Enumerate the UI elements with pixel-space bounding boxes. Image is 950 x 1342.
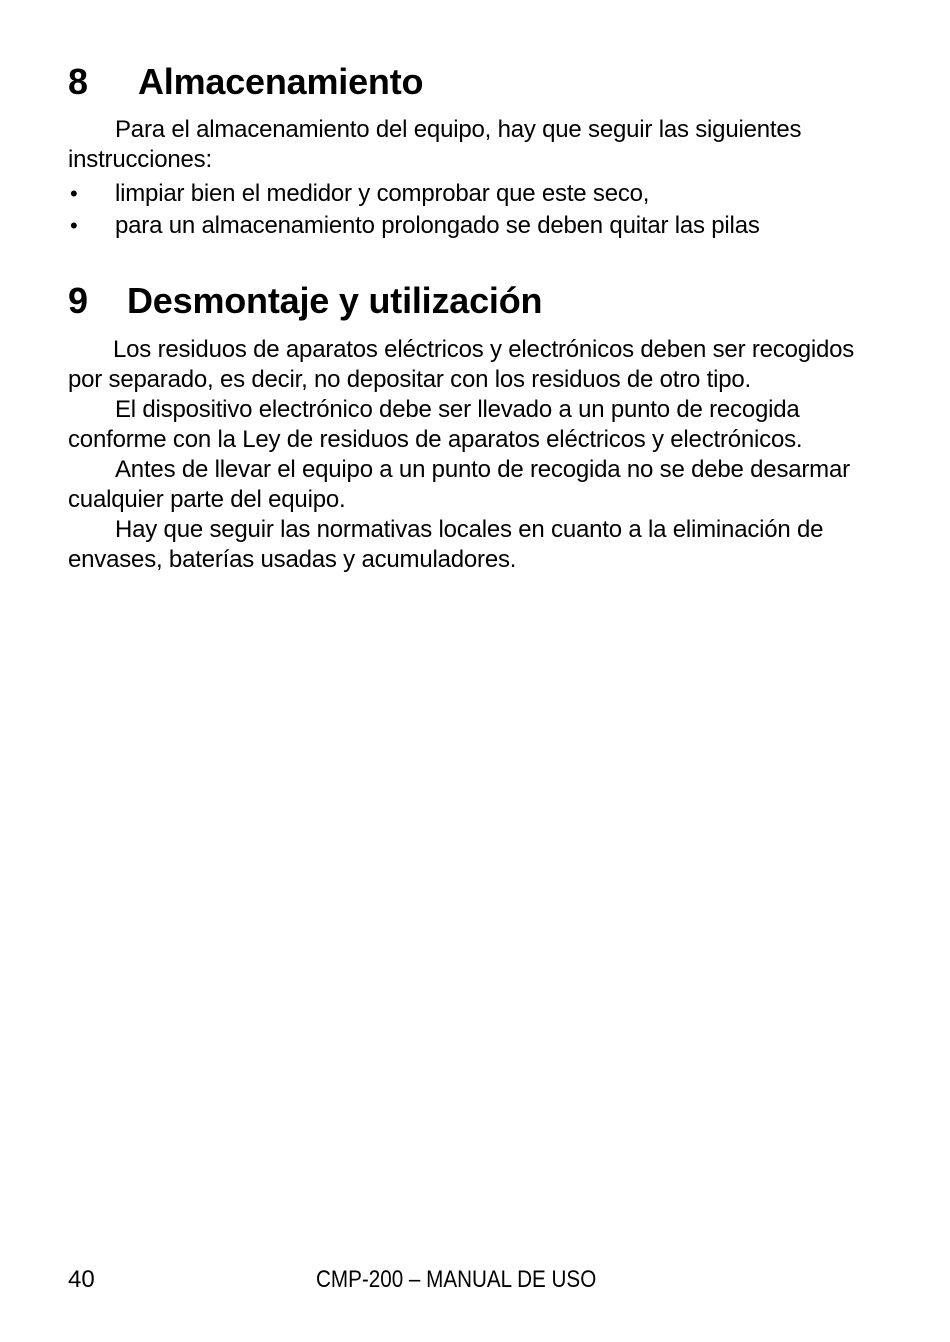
section-heading bbox=[68, 279, 868, 323]
section-title: Desmontaje y utilización bbox=[127, 280, 543, 321]
section-heading bbox=[68, 60, 868, 104]
page-footer bbox=[68, 1264, 868, 1296]
bullet-icon: • bbox=[70, 181, 78, 206]
paragraph: Los residuos de aparatos eléctricos y electrónicos deben ser recogidos por separado, es decir, no depositar con los residuos de otro tipo. bbox=[68, 336, 855, 393]
document-title: CMP-200 – MANUAL DE USO bbox=[316, 1266, 597, 1293]
list-item-text: para un almacenamiento prolongado se deben quitar las pilas bbox=[115, 212, 760, 239]
list-item bbox=[68, 210, 868, 242]
section-desmontaje bbox=[68, 279, 868, 575]
paragraph: Antes de llevar el equipo a un punto de recogida no se debe desarmar cualquier parte del equipo. bbox=[68, 456, 850, 513]
paragraph: El dispositivo electrónico debe ser llevado a un punto de recogida conforme con la Ley de residuos de aparatos eléctricos y electrónicos. bbox=[68, 396, 803, 453]
section-intro: Para el almacenamiento del equipo, hay que seguir las siguientes instrucciones: bbox=[68, 116, 802, 173]
section-number: 8 bbox=[68, 61, 88, 102]
bullet-icon: • bbox=[70, 213, 78, 238]
section-title: Almacenamiento bbox=[138, 61, 424, 102]
instruction-list bbox=[68, 178, 868, 242]
section-almacenamiento bbox=[68, 60, 868, 242]
section-number: 9 bbox=[68, 280, 88, 321]
list-item bbox=[68, 178, 868, 210]
page-number: 40 bbox=[68, 1266, 95, 1293]
paragraph: Hay que seguir las normativas locales en cuanto a la eliminación de envases, baterías usadas y acumuladores. bbox=[68, 516, 824, 573]
list-item-text: limpiar bien el medidor y comprobar que este seco, bbox=[115, 180, 650, 207]
